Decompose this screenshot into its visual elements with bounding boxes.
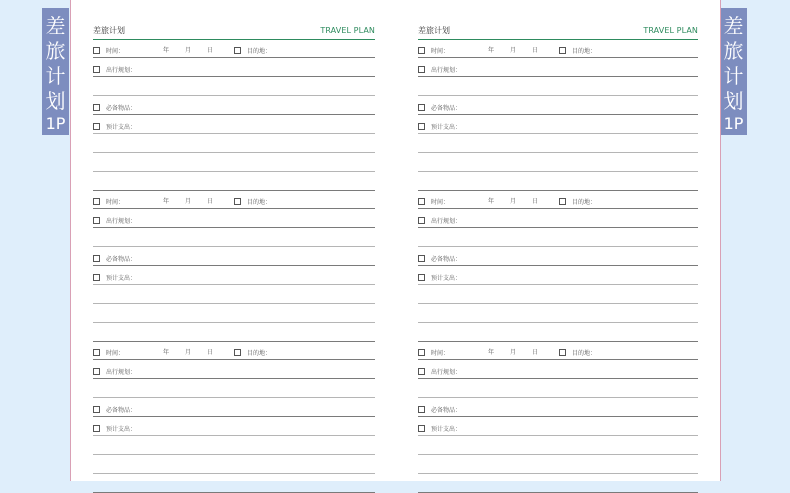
write-line[interactable]: [418, 254, 698, 266]
field-label: 目的地：: [572, 199, 597, 206]
date-unit-label: 年: [163, 198, 170, 205]
tab-char: 差: [723, 14, 744, 38]
write-line[interactable]: [93, 179, 375, 191]
date-unit-label: 年: [488, 198, 495, 205]
checkbox[interactable]: [93, 274, 100, 281]
page-subtitle: TRAVEL PLAN: [320, 26, 375, 35]
date-unit-label: 日: [207, 349, 214, 356]
side-tab-right: [720, 8, 747, 135]
tab-char: 计: [723, 64, 744, 88]
date-unit-label: 月: [185, 349, 192, 356]
field-label: 时间：: [106, 48, 125, 55]
time-field[interactable]: [93, 46, 124, 55]
write-line[interactable]: [93, 235, 375, 247]
write-line[interactable]: [418, 46, 698, 58]
field-label: 时间：: [431, 350, 450, 357]
time-field[interactable]: [93, 348, 124, 357]
checkbox[interactable]: [559, 198, 566, 205]
checkbox[interactable]: [418, 274, 425, 281]
date-unit-label: 月: [510, 349, 517, 356]
time-field[interactable]: [418, 197, 449, 206]
budget-field[interactable]: [93, 122, 136, 131]
destination-field[interactable]: [234, 46, 271, 55]
itinerary-field[interactable]: [418, 216, 461, 225]
side-tab-left: [42, 8, 69, 135]
checkbox[interactable]: [234, 47, 241, 54]
tab-char: 计: [45, 64, 66, 88]
field-label: 必备物品：: [106, 256, 137, 263]
field-label: 出行规划：: [106, 218, 137, 225]
checkbox[interactable]: [234, 198, 241, 205]
checkbox[interactable]: [418, 123, 425, 130]
date-unit-label: 月: [185, 47, 192, 54]
write-line[interactable]: [418, 443, 698, 455]
write-line[interactable]: [93, 405, 375, 417]
itinerary-field[interactable]: [93, 65, 136, 74]
write-line[interactable]: [418, 122, 698, 134]
write-line[interactable]: [418, 367, 698, 379]
checkbox[interactable]: [93, 198, 100, 205]
field-label: 必备物品：: [431, 256, 462, 263]
page-header: [93, 24, 375, 40]
write-line[interactable]: [93, 462, 375, 474]
write-line[interactable]: [418, 405, 698, 417]
budget-field[interactable]: [418, 424, 461, 433]
page-title: 差旅计划: [93, 26, 125, 35]
date-unit-label: 月: [510, 47, 517, 54]
checkbox[interactable]: [93, 425, 100, 432]
field-label: 目的地：: [247, 350, 272, 357]
date-unit-label: 日: [207, 47, 214, 54]
write-line[interactable]: [93, 386, 375, 398]
field-label: 出行规划：: [431, 369, 462, 376]
field-label: 必备物品：: [431, 407, 462, 414]
write-line[interactable]: [418, 348, 698, 360]
essentials-field[interactable]: [93, 405, 136, 414]
date-unit-label: 年: [488, 349, 495, 356]
time-field[interactable]: [93, 197, 124, 206]
field-label: 出行规划：: [431, 218, 462, 225]
tab-char: 划: [45, 89, 66, 113]
checkbox[interactable]: [234, 349, 241, 356]
date-unit-label: 日: [207, 198, 214, 205]
field-label: 时间：: [431, 199, 450, 206]
field-label: 时间：: [106, 199, 125, 206]
write-line[interactable]: [93, 141, 375, 153]
write-line[interactable]: [418, 160, 698, 172]
checkbox[interactable]: [418, 104, 425, 111]
field-label: 目的地：: [247, 199, 272, 206]
tab-char: 旅: [45, 39, 66, 63]
write-line[interactable]: [93, 311, 375, 323]
write-line[interactable]: [93, 292, 375, 304]
destination-field[interactable]: [559, 197, 596, 206]
field-label: 预计支出：: [431, 275, 462, 282]
tab-page-number: 1P: [45, 114, 66, 133]
destination-field[interactable]: [234, 197, 271, 206]
field-label: 预计支出：: [431, 426, 462, 433]
write-line[interactable]: [418, 216, 698, 228]
field-label: 必备物品：: [431, 105, 462, 112]
checkbox[interactable]: [418, 66, 425, 73]
write-line[interactable]: [418, 330, 698, 342]
essentials-field[interactable]: [418, 254, 461, 263]
checkbox[interactable]: [418, 406, 425, 413]
write-line[interactable]: [93, 122, 375, 134]
checkbox[interactable]: [93, 255, 100, 262]
write-line[interactable]: [93, 348, 375, 360]
checkbox[interactable]: [418, 255, 425, 262]
write-line[interactable]: [93, 46, 375, 58]
planner-page-left: [70, 0, 398, 481]
write-line[interactable]: [93, 197, 375, 209]
field-label: 出行规划：: [106, 369, 137, 376]
checkbox[interactable]: [559, 47, 566, 54]
write-line[interactable]: [418, 292, 698, 304]
field-label: 出行规划：: [106, 67, 137, 74]
write-line[interactable]: [418, 103, 698, 115]
field-label: 目的地：: [247, 48, 272, 55]
write-line[interactable]: [418, 235, 698, 247]
checkbox[interactable]: [93, 47, 100, 54]
write-line[interactable]: [93, 216, 375, 228]
budget-field[interactable]: [418, 273, 461, 282]
tab-char: 差: [45, 14, 66, 38]
write-line[interactable]: [93, 481, 375, 493]
write-line[interactable]: [418, 179, 698, 191]
date-unit-label: 月: [185, 198, 192, 205]
checkbox[interactable]: [418, 368, 425, 375]
checkbox[interactable]: [93, 123, 100, 130]
checkbox[interactable]: [93, 349, 100, 356]
checkbox[interactable]: [93, 406, 100, 413]
write-line[interactable]: [93, 103, 375, 115]
write-line[interactable]: [418, 462, 698, 474]
checkbox[interactable]: [93, 368, 100, 375]
field-label: 目的地：: [572, 350, 597, 357]
essentials-field[interactable]: [93, 103, 136, 112]
page-header: [418, 24, 698, 40]
field-label: 目的地：: [572, 48, 597, 55]
checkbox[interactable]: [93, 66, 100, 73]
field-label: 出行规划：: [431, 67, 462, 74]
page-title: 差旅计划: [418, 26, 450, 35]
page-subtitle: TRAVEL PLAN: [643, 26, 698, 35]
tab-page-number: 1P: [723, 114, 744, 133]
checkbox[interactable]: [93, 217, 100, 224]
write-line[interactable]: [93, 424, 375, 436]
field-label: 时间：: [431, 48, 450, 55]
checkbox[interactable]: [418, 47, 425, 54]
write-line[interactable]: [93, 273, 375, 285]
write-line[interactable]: [93, 65, 375, 77]
date-unit-label: 日: [532, 198, 539, 205]
destination-field[interactable]: [559, 348, 596, 357]
checkbox[interactable]: [418, 198, 425, 205]
field-label: 必备物品：: [106, 407, 137, 414]
itinerary-field[interactable]: [418, 367, 461, 376]
write-line[interactable]: [418, 386, 698, 398]
date-unit-label: 日: [532, 47, 539, 54]
itinerary-field[interactable]: [93, 367, 136, 376]
budget-field[interactable]: [93, 424, 136, 433]
destination-field[interactable]: [234, 348, 271, 357]
planner-page-right: [396, 0, 721, 481]
budget-field[interactable]: [418, 122, 461, 131]
field-label: 必备物品：: [106, 105, 137, 112]
date-unit-label: 年: [163, 349, 170, 356]
tab-char: 旅: [723, 39, 744, 63]
write-line[interactable]: [93, 160, 375, 172]
field-label: 预计支出：: [106, 124, 137, 131]
field-label: 预计支出：: [106, 275, 137, 282]
field-label: 预计支出：: [431, 124, 462, 131]
time-field[interactable]: [418, 46, 449, 55]
date-unit-label: 月: [510, 198, 517, 205]
write-line[interactable]: [418, 84, 698, 96]
write-line[interactable]: [93, 254, 375, 266]
checkbox[interactable]: [418, 217, 425, 224]
write-line[interactable]: [418, 65, 698, 77]
budget-field[interactable]: [93, 273, 136, 282]
date-unit-label: 年: [163, 47, 170, 54]
write-line[interactable]: [93, 84, 375, 96]
itinerary-field[interactable]: [93, 216, 136, 225]
write-line[interactable]: [418, 424, 698, 436]
time-field[interactable]: [418, 348, 449, 357]
write-line[interactable]: [93, 330, 375, 342]
checkbox[interactable]: [559, 349, 566, 356]
checkbox[interactable]: [418, 425, 425, 432]
itinerary-field[interactable]: [418, 65, 461, 74]
write-line[interactable]: [93, 367, 375, 379]
date-unit-label: 年: [488, 47, 495, 54]
tab-char: 划: [723, 89, 744, 113]
essentials-field[interactable]: [418, 103, 461, 112]
write-line[interactable]: [93, 443, 375, 455]
checkbox[interactable]: [93, 104, 100, 111]
essentials-field[interactable]: [418, 405, 461, 414]
date-unit-label: 日: [532, 349, 539, 356]
field-label: 预计支出：: [106, 426, 137, 433]
write-line[interactable]: [418, 197, 698, 209]
write-line[interactable]: [418, 273, 698, 285]
destination-field[interactable]: [559, 46, 596, 55]
write-line[interactable]: [418, 481, 698, 493]
checkbox[interactable]: [418, 349, 425, 356]
write-line[interactable]: [418, 141, 698, 153]
field-label: 时间：: [106, 350, 125, 357]
essentials-field[interactable]: [93, 254, 136, 263]
write-line[interactable]: [418, 311, 698, 323]
